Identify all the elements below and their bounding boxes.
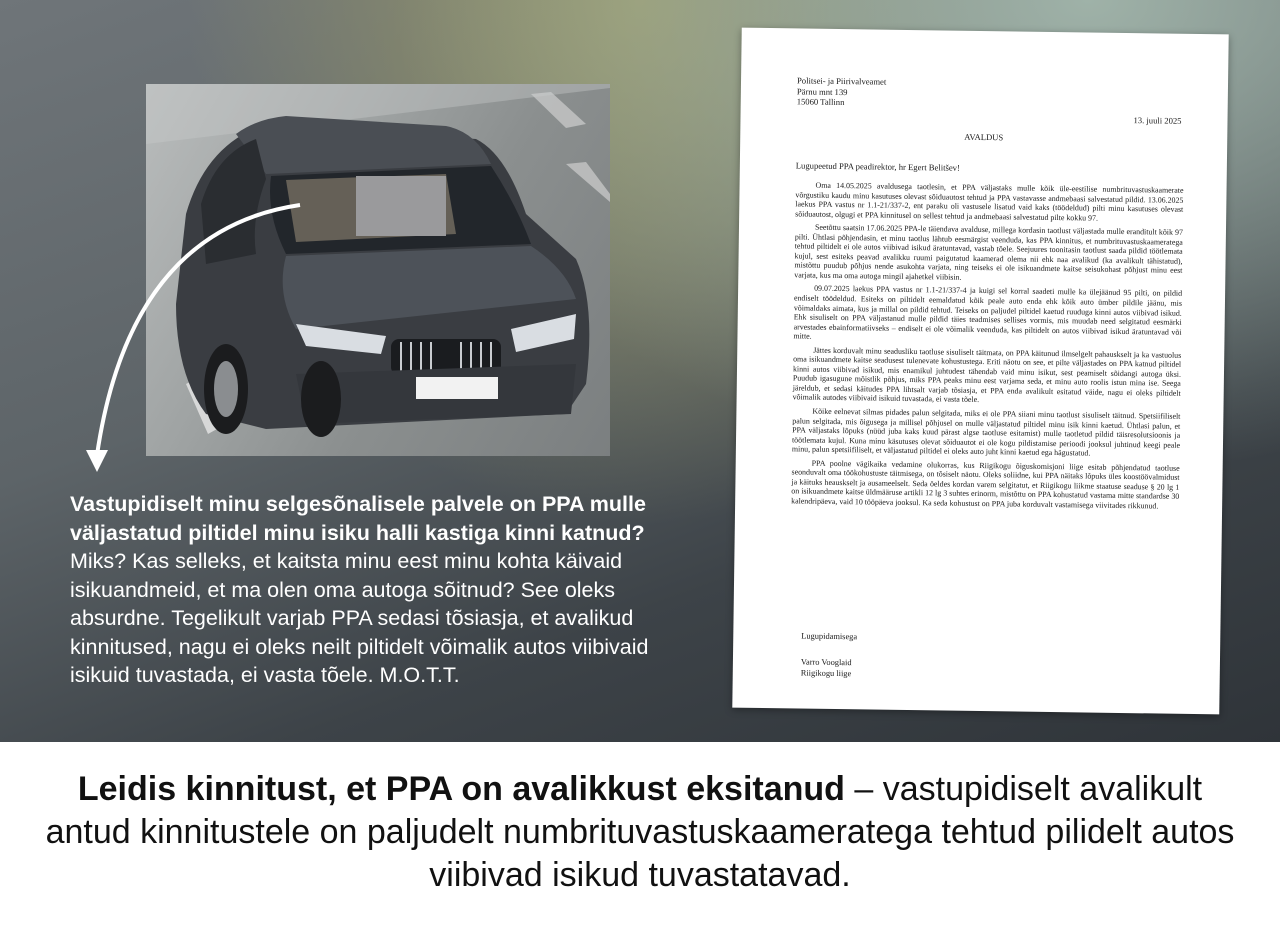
signature-title: Riigikogu liige: [800, 668, 852, 678]
address-line: Pärnu mnt 139: [796, 85, 848, 97]
letter-date: 13. juuli 2025: [1133, 115, 1182, 126]
car-illustration: [146, 84, 610, 456]
redaction-box: [356, 176, 446, 236]
address-line: Politsei- ja Piirivalveamet: [796, 75, 887, 87]
headline-rest: – vastupidiselt avalikult antud kinnitustele on paljudelt numbrituvastuskaameratega tehtud pilidelt autos viibivad isikud tuvastatavad.: [45, 770, 1235, 894]
address-line: 15060 Tallinn: [796, 96, 845, 108]
caption-text: [70, 490, 670, 690]
letter-document: [732, 28, 1228, 715]
letter-closing: Lugupidamisega: [801, 631, 858, 642]
letter-paragraph: 09.07.2025 laekus PPA vastus nr 1.1-21/337-4 ja kuigi sel korral saadeti mulle ka ülejäänud 95 pilti, on pildid endiselt töödeldud. Esiteks on piltidelt eemaldatud kõik peale auto enda ehk kõik auto ümber pildile jäänu, mis võimaldaks aimata, kus ja millal on pildid tehtud. Teiseks on paljudel piltidel kaetud ruuduga kinni autos viibivad isikud. Ehk sisuliselt on PPA väljastanud mulle pildid täies teadmises sellises vormis, mis muudab need selgitatud eesmärki arvestades ebainformatiivseks – endiselt ei ole võimalik veenduda, kas piltidelt on autos viibivad isikud äratuntavad või mitte.: [793, 284, 1183, 341]
caption-bold: Vastupidiselt minu selgesõnalisele palvele on PPA mulle väljastatud piltidel minu isiku halli kastiga kinni katnud?: [70, 492, 646, 545]
caption-rest: Miks? Kas selleks, et kaitsta minu eest minu kohta käivaid isikuandmeid, et ma olen oma autoga sõitnud? See oleks absurdne. Tegelikult varjab PPA sedasi tõsiasja, et avalikud kinnitused, nagu ei oleks neilt piltidelt võimalik autos viibivaid isikuid tuvastada, ei vasta tõele. M.O.T.T.: [70, 549, 649, 687]
headline: [40, 768, 1240, 897]
letter-paragraph: Jättes korduvalt minu seadusliku taotluse sisuliselt täitmata, on PPA käitunud ilmselgelt pahauskselt ja ka vastuolus oma isikuandmete kaitse seadusest tulenevate kohustustega. Eriti näotu on see, et pilte väljastades on PPA katnud piltidel kinni autos viibivad isikud, mis enamikul juhtudest tähendab vaid minu isikut, sest peamiselt sõidangi autoga üksi. Puudub igasugune mõistlik põhjus, miks PPA peaks minu eest varjama seda, et minu auto roolis istun mina ise. Seega järeldub, et sedasi käitudes PPA lihtsalt varjab tõsiasja, et PPA enda avalikult esitatud väide, nagu ei oleks piltidelt võimalik autodes viibivaid isikuid tuvastada, ei vasta tõele.: [792, 345, 1182, 405]
letter-signature: [801, 658, 852, 680]
letter-body: [791, 180, 1184, 515]
letter-paragraph: Kõike eelnevat silmas pidades palun selgitada, miks ei ole PPA siiani minu taotlust sisuliselt täitnud. Spetsiifiliselt palun selgitada, mis õigusega ja millisel põhjusel on mulle väljastatud piltidel minu isik kinni kaetud. Ühtlasi palun, et PPA väljastaks lõpuks (nüüd juba kaks kuud pärast algse taotluse esitamist) mulle taotletud pildid täisresolutsioonis ja töötlemata kujul. Kuna minu käsutuses olevat sõiduautot ei ole kogu pildistamise perioodi jooksul juhtinud keegi peale minu, palun spetsiifiliselt, et väljastatud piltidel ei oleks auto juht kinni kaetud ega hägustatud.: [791, 406, 1181, 458]
letter-paragraph: Oma 14.05.2025 avaldusega taotlesin, et PPA väljastaks mulle kõik üle-eestilise numbrituvastuskaamerate võrgustiku kaudu minu kasutuses olevast sõiduautost tehtud ja PPA vastavasse andmebaasi salvestatud pildid. 13.06.2025 laekus PPA vastus nr 1.1-21/337-2, ent paraku oli vastusele lisatud vaid kaks (töödeldud) pilti minu kasutuses olevast sõiduautost, olgugi et PPA kinnitusel on sellest tehtud ja andmebaasi salvestatud pilte kokku 97.: [795, 180, 1184, 223]
letter-paragraph: PPA poolne vägikaika vedamine olukorras, kus Riigikogu õiguskomisjoni liige esitab põhjendatud taotluse seonduvalt oma töökohustuste täitmisega, on tõsiselt näotu. Oleks soliidne, kui PPA näitaks lõpuks üles koostöövalmidust ja käituks heauskselt ja ausameelselt. Seda öeldes kordan varem selgitatut, et Riigikogu liikme staatuse seaduse § 20 lg 1 on isikuandmete kaitse üldmääruse artikli 12 lg 3 suhtes erinorm, mistõttu on PPA kohustatud vastama mitte standardse 30 kalendripäeva, vaid 10 tööpäeva jooksul. Ka seda kohustust on PPA juba korduvalt vastamisega viivitades rikkunud.: [791, 458, 1180, 511]
letter-greeting: Lugupeetud PPA peadirektor, hr Egert Belitšev!: [795, 160, 960, 173]
letter-paragraph: Seetõttu saatsin 17.06.2025 PPA-le täiendava avalduse, millega kordasin taotlust väljastada mulle eranditult kõik 97 pilti. Ühtlasi põhjendasin, et minu taotlus lähtub eesmärgist veenduda, kas PPA kinnitus, et numbrituvastuskaameratega tehtud piltidelt ei ole autos viibivad isikud äratuntavad, vastab tõele. Seejuures toonitasin taotlust saada pildid töötlemata kujul, sest esiteks peavad avalikku ruumi paigutatud kaamerad olema nii ehk naa avalikud (ka avalikult tähistatud), mistõttu puudub põhjus nende asukohta varjata, ning teiseks ei ole isikuandmete kaitse seisukohast põhjust minu eest varjata, kus ma oma autoga mingil ajahetkel viibisin.: [794, 222, 1184, 282]
letter-address: [797, 75, 887, 108]
headline-bold: Leidis kinnitust, et PPA on avalikkust eksitanud: [77, 770, 845, 808]
signature-name: Varro Vooglaid: [800, 657, 852, 668]
letter-title: AVALDUS: [964, 131, 1004, 143]
car-photo: [146, 84, 610, 456]
